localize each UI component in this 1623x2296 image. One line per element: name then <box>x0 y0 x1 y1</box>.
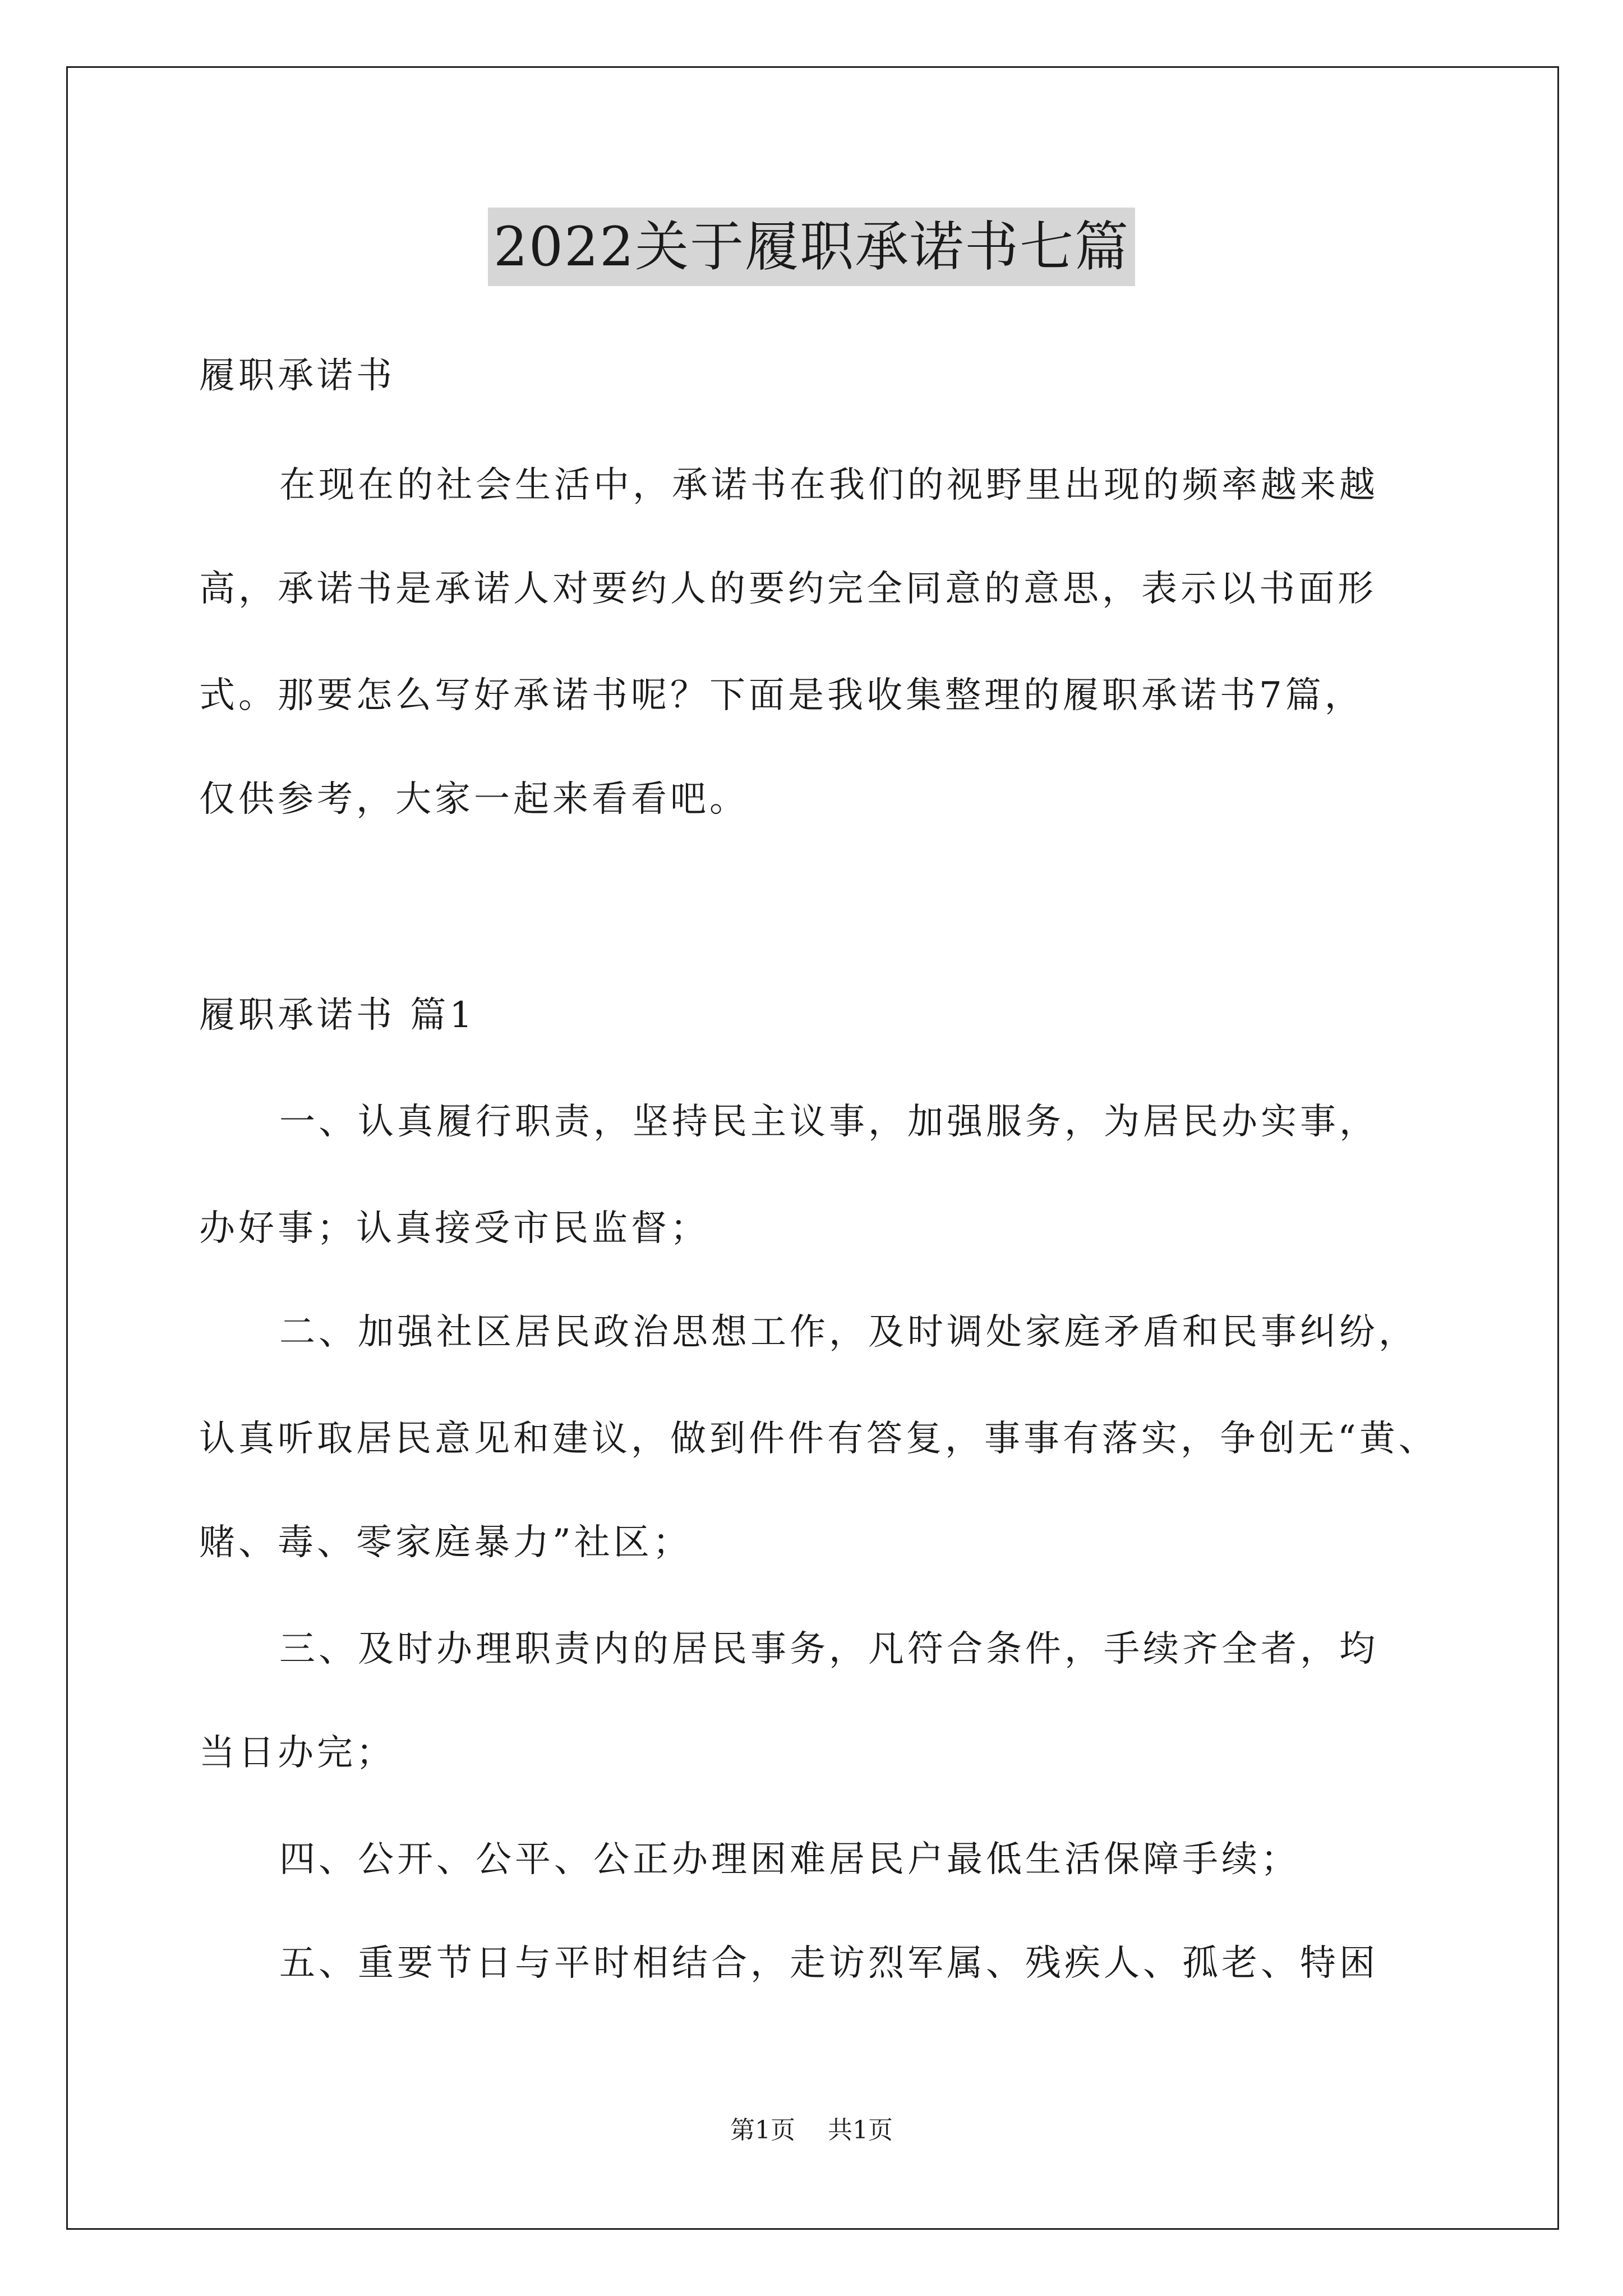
page-footer <box>0 2115 1623 2146</box>
paragraph-line: 式。那要怎么写好承诺书呢？下面是我收集整理的履职承诺书7篇， <box>199 675 1364 716</box>
paragraph-line: 赌、毒、零家庭暴力”社区； <box>199 1522 692 1563</box>
title-container <box>0 208 1623 286</box>
paragraph-line: 高，承诺书是承诺人对要约人的要约完全同意的意思，表示以书面形 <box>199 568 1377 610</box>
paragraph-line: 当日办完； <box>199 1732 395 1774</box>
paragraph-line: 一、认真履行职责，坚持民主议事，加强服务，为居民办实事， <box>279 1101 1378 1143</box>
section-heading: 履职承诺书 <box>199 355 395 397</box>
paragraph-line: 仅供参考，大家一起来看看吧。 <box>199 779 749 820</box>
document-title: 2022关于履职承诺书七篇 <box>488 208 1135 286</box>
paragraph-line: 三、及时办理职责内的居民事务，凡符合条件，手续齐全者，均 <box>279 1628 1378 1670</box>
paragraph-line: 四、公开、公平、公正办理困难居民户最低生活保障手续； <box>279 1839 1300 1880</box>
paragraph-line: 在现在的社会生活中，承诺书在我们的视野里出现的频率越来越 <box>279 464 1378 506</box>
paragraph-line: 二、加强社区居民政治思想工作，及时调处家庭矛盾和民事纠纷， <box>279 1312 1418 1353</box>
paragraph-line: 认真听取居民意见和建议，做到件件有答复，事事有落实，争创无“黄、 <box>199 1418 1438 1460</box>
page-number: 第1页 <box>730 2116 795 2145</box>
section-heading: 履职承诺书 篇1 <box>199 995 476 1036</box>
paragraph-line: 五、重要节日与平时相结合，走访烈军属、残疾人、孤老、特困 <box>279 1943 1378 1984</box>
paragraph-line: 办好事；认真接受市民监督； <box>199 1208 709 1249</box>
page-total: 共1页 <box>828 2116 893 2145</box>
